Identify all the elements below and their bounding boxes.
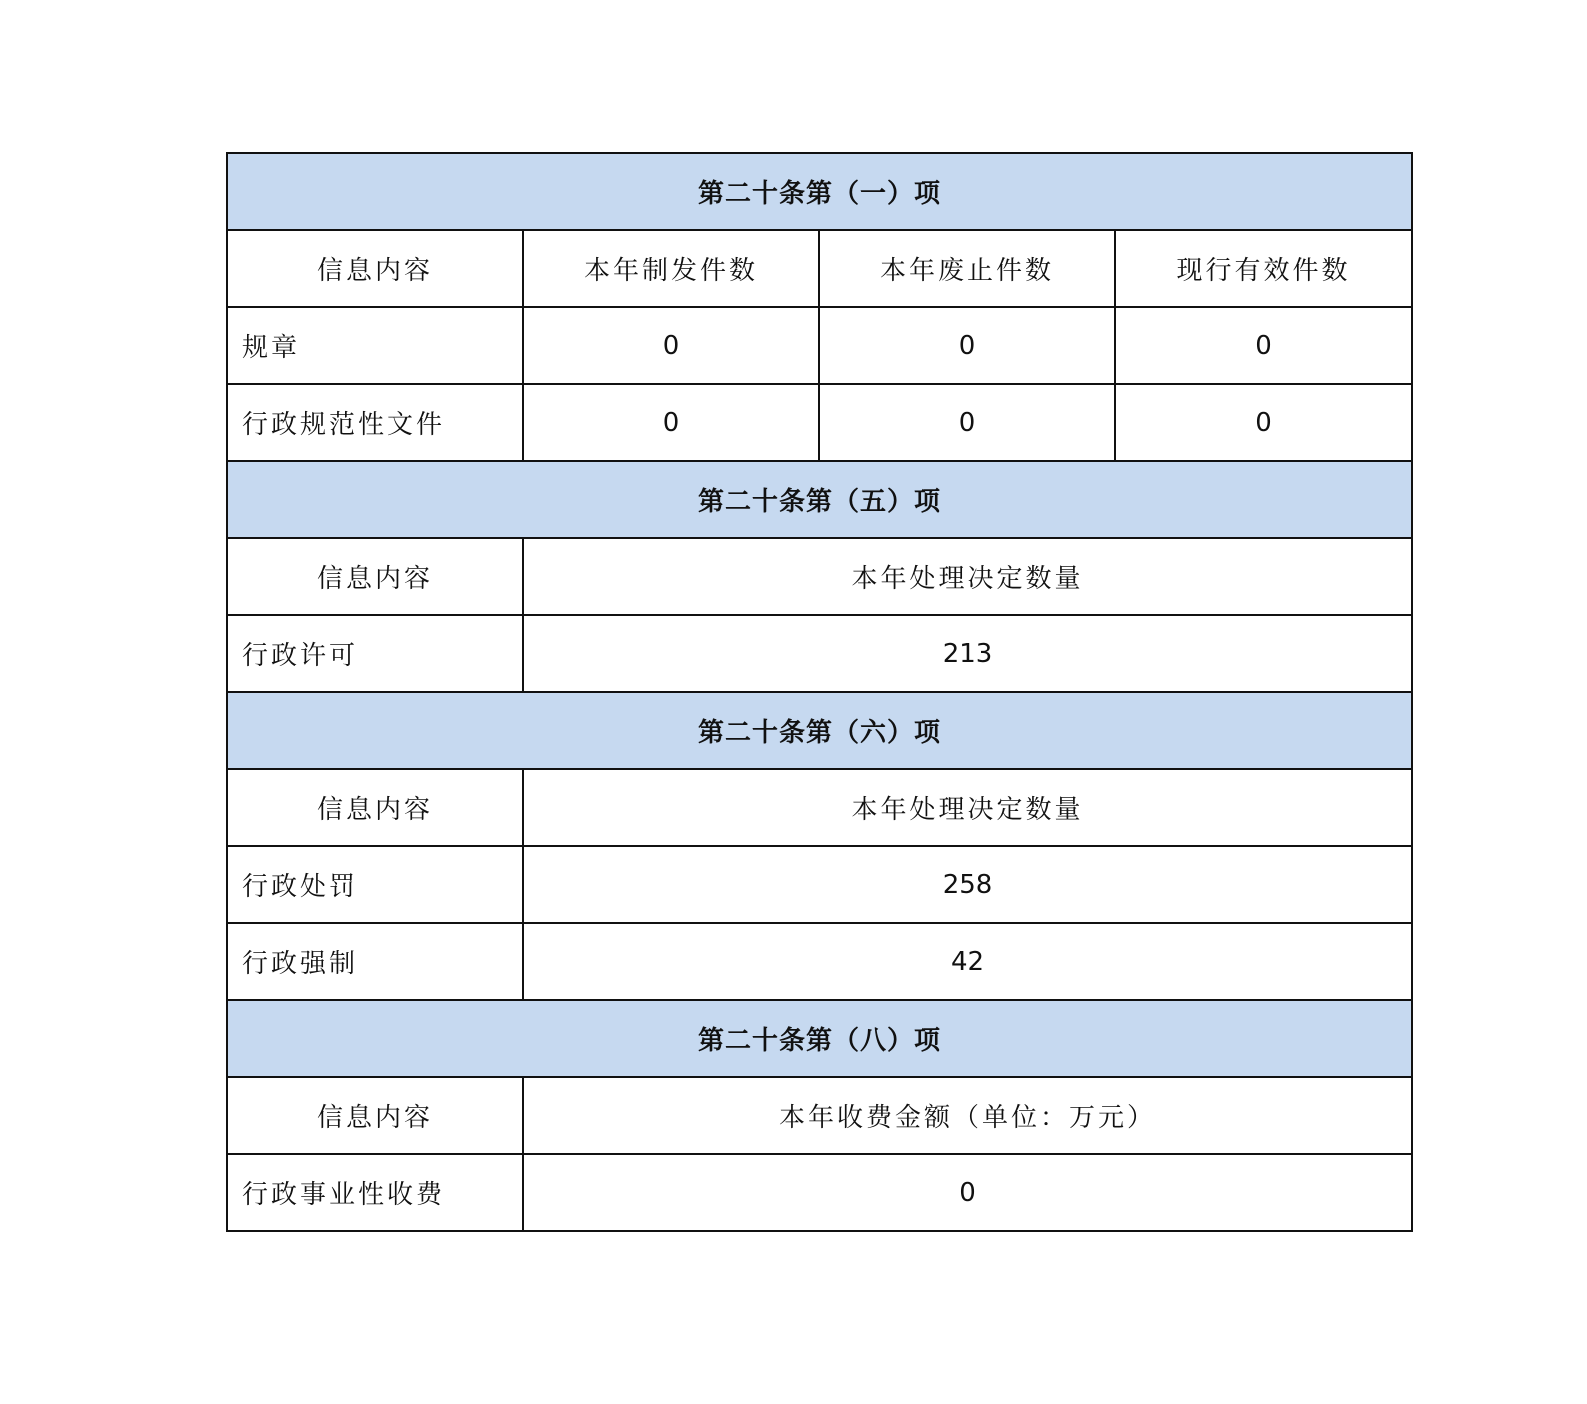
column-header: 本年处理决定数量 (523, 769, 1412, 846)
column-header: 信息内容 (227, 769, 523, 846)
section-header-row (227, 692, 1412, 769)
section-header-row (227, 153, 1412, 230)
column-header: 本年废止件数 (819, 230, 1115, 307)
cell-value: 0 (523, 1154, 1412, 1231)
section-title: 第二十条第（一）项 (227, 153, 1412, 230)
cell-value: 0 (523, 384, 819, 461)
section-title: 第二十条第（八）项 (227, 1000, 1412, 1077)
column-header: 现行有效件数 (1115, 230, 1412, 307)
column-header: 信息内容 (227, 1077, 523, 1154)
column-header: 本年收费金额（单位：万元） (523, 1077, 1412, 1154)
cell-value: 258 (523, 846, 1412, 923)
section-header-row (227, 1000, 1412, 1077)
section-title: 第二十条第（五）项 (227, 461, 1412, 538)
cell-value: 0 (819, 384, 1115, 461)
cell-value: 0 (523, 307, 819, 384)
row-label: 行政事业性收费 (227, 1154, 523, 1231)
column-header: 信息内容 (227, 538, 523, 615)
info-disclosure-table (226, 152, 1413, 1232)
cell-value: 213 (523, 615, 1412, 692)
column-header: 信息内容 (227, 230, 523, 307)
table-row (227, 307, 1412, 384)
row-label: 行政许可 (227, 615, 523, 692)
column-header: 本年处理决定数量 (523, 538, 1412, 615)
row-label: 行政强制 (227, 923, 523, 1000)
cell-value: 0 (1115, 307, 1412, 384)
section-title: 第二十条第（六）项 (227, 692, 1412, 769)
table-row (227, 1154, 1412, 1231)
table-row (227, 615, 1412, 692)
column-header-row (227, 230, 1412, 307)
cell-value: 0 (1115, 384, 1412, 461)
column-header: 本年制发件数 (523, 230, 819, 307)
table-row (227, 923, 1412, 1000)
column-header-row (227, 1077, 1412, 1154)
table-row (227, 384, 1412, 461)
table-row (227, 846, 1412, 923)
cell-value: 42 (523, 923, 1412, 1000)
section-header-row (227, 461, 1412, 538)
row-label: 行政处罚 (227, 846, 523, 923)
column-header-row (227, 769, 1412, 846)
cell-value: 0 (819, 307, 1115, 384)
row-label: 规章 (227, 307, 523, 384)
row-label: 行政规范性文件 (227, 384, 523, 461)
column-header-row (227, 538, 1412, 615)
